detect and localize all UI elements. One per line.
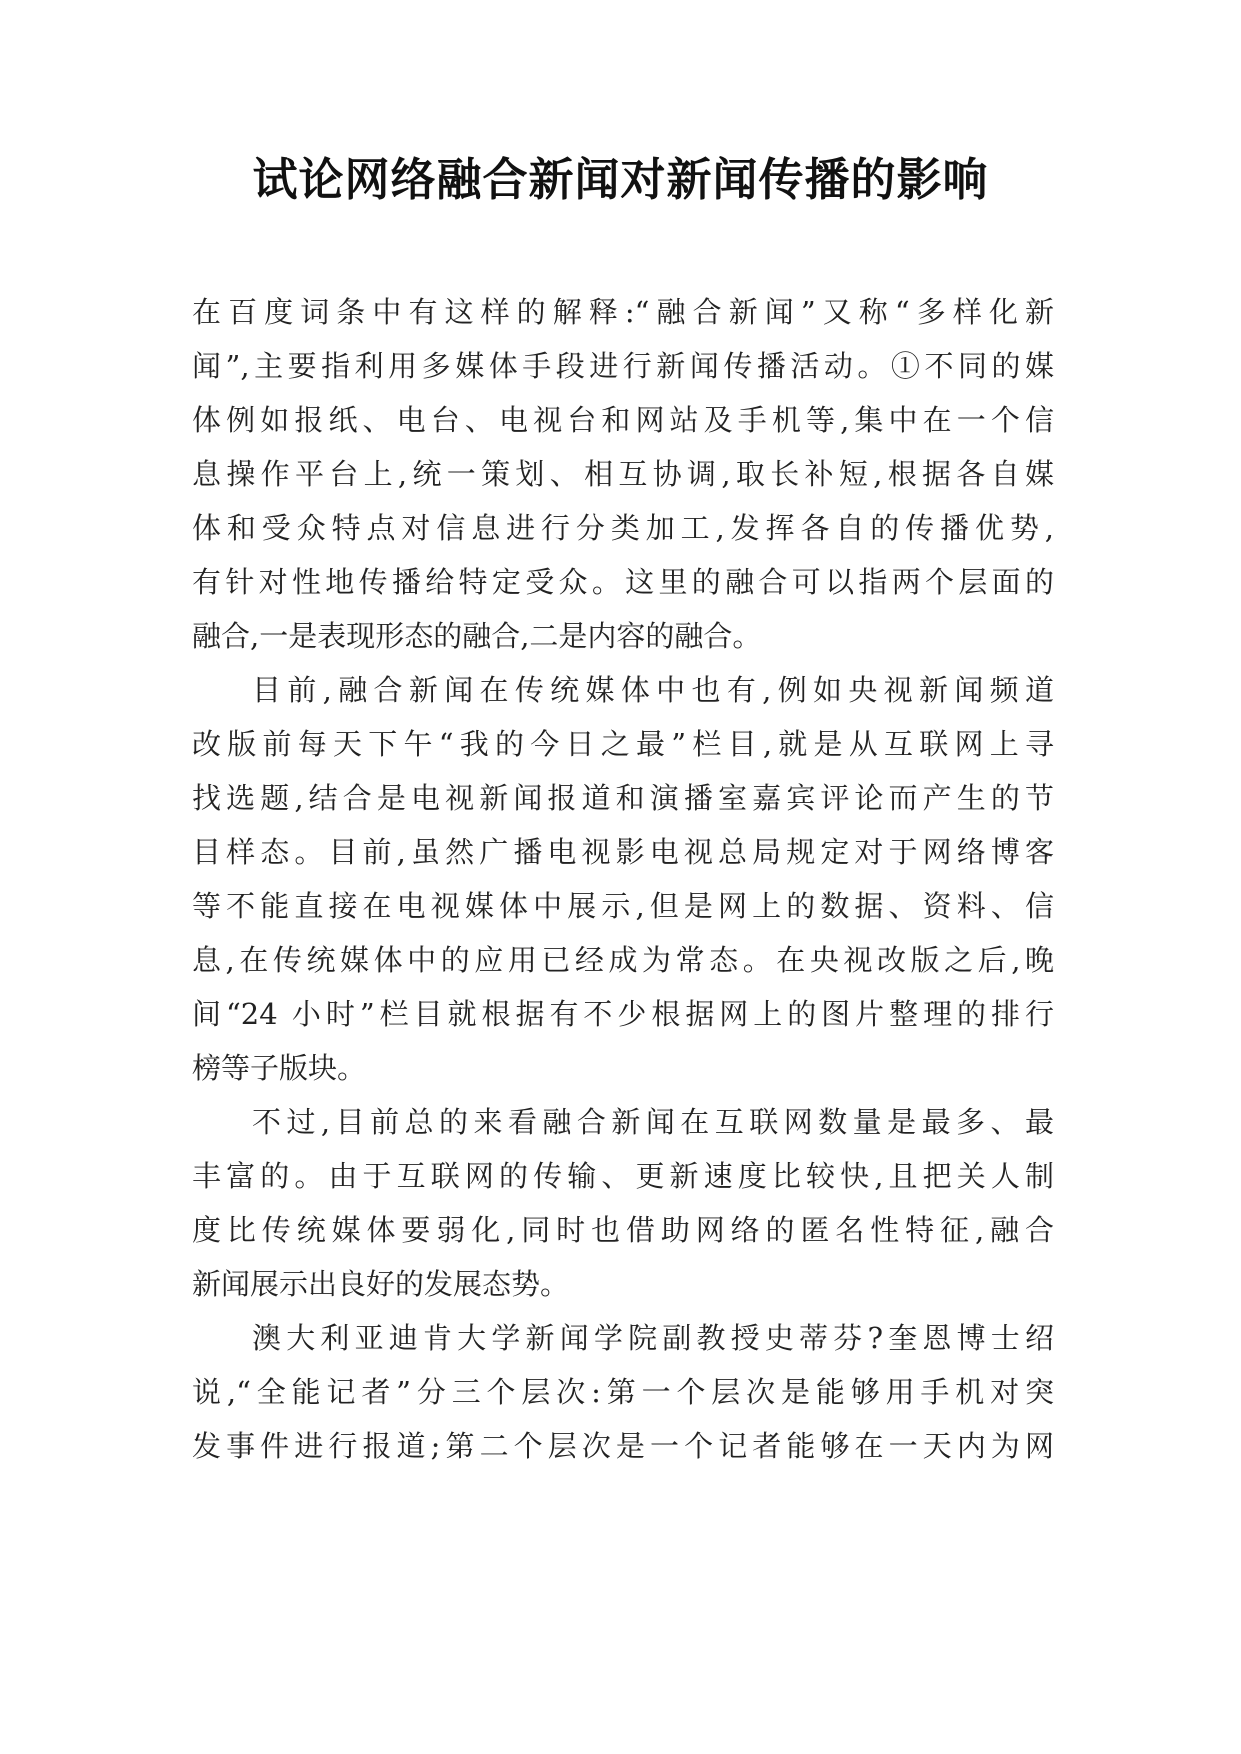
text-line: 融合,一是表现形态的融合,二是内容的融合。 [192, 619, 762, 653]
text-line: 新闻展示出良好的发展态势。 [192, 1267, 570, 1301]
text-line: 目前,融合新闻在传统媒体中也有,例如央视新闻频道 [252, 673, 1055, 707]
text-line: 等不能直接在电视媒体中展示,但是网上的数据、资料、信 [192, 889, 1054, 923]
text-line: 找选题,结合是电视新闻报道和演播室嘉宾评论而产生的节 [192, 781, 1054, 815]
text-line: 在百度词条中有这样的解释:“融合新闻”又称“多样化新 [192, 295, 1054, 329]
text-line: 改版前每天下午“我的今日之最”栏目,就是从互联网上寻 [192, 727, 1054, 761]
text-line: 体和受众特点对信息进行分类加工,发挥各自的传播优势, [192, 511, 1054, 545]
paragraph [192, 1095, 1054, 1311]
text-line: 体例如报纸、电台、电视台和网站及手机等,集中在一个信 [192, 403, 1054, 437]
paragraph [192, 285, 1054, 663]
text-line: 闻”,主要指利用多媒体手段进行新闻传播活动。①不同的媒 [192, 349, 1054, 383]
text-line: 息操作平台上,统一策划、相互协调,取长补短,根据各自媒 [192, 457, 1054, 491]
text-line: 度比传统媒体要弱化,同时也借助网络的匿名性特征,融合 [192, 1213, 1054, 1247]
paragraph [192, 663, 1054, 1095]
text-line: 发事件进行报道;第二个层次是一个记者能够在一天内为网 [192, 1429, 1054, 1463]
text-line: 息,在传统媒体中的应用已经成为常态。在央视改版之后,晚 [192, 943, 1054, 977]
text-line: 澳大利亚迪肯大学新闻学院副教授史蒂芬?奎恩博士绍 [252, 1321, 1054, 1355]
text-line: 间“24 小时”栏目就根据有不少根据网上的图片整理的排行 [192, 997, 1054, 1031]
text-line: 榜等子版块。 [192, 1051, 367, 1085]
paragraph [192, 1311, 1054, 1473]
text-line: 丰富的。由于互联网的传输、更新速度比较快,且把关人制 [192, 1159, 1054, 1193]
document-title: 试论网络融合新闻对新闻传播的影响 [252, 153, 989, 206]
text-line: 目样态。目前,虽然广播电视影电视总局规定对于网络博客 [192, 835, 1054, 869]
text-line: 说,“全能记者”分三个层次:第一个层次是能够用手机对突 [192, 1375, 1054, 1409]
text-line: 不过,目前总的来看融合新闻在互联网数量是最多、最 [252, 1105, 1054, 1139]
document-body [192, 285, 1054, 1473]
text-line: 有针对性地传播给特定受众。这里的融合可以指两个层面的 [192, 565, 1054, 599]
